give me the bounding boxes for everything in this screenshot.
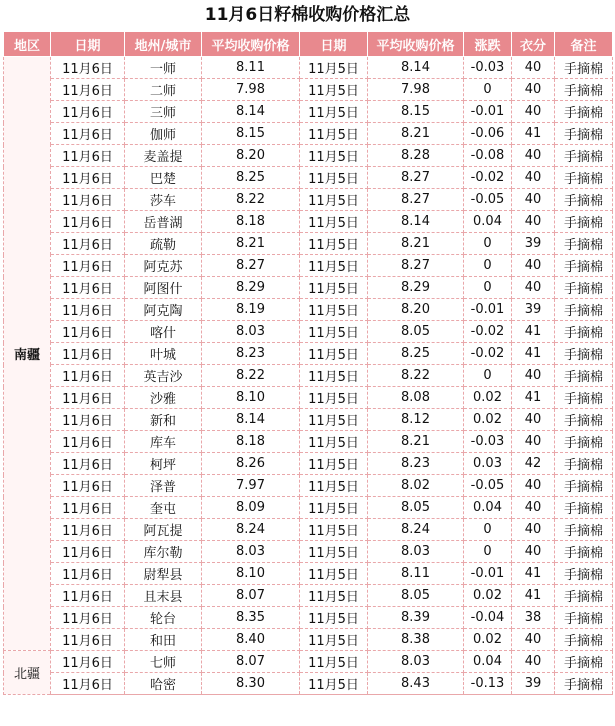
- avg-price-cell: 8.24: [202, 519, 300, 541]
- table-row: [4, 343, 613, 365]
- city-cell: 尉犁县: [125, 563, 202, 585]
- lint-percent-cell: 40: [512, 211, 555, 233]
- change-cell: -0.01: [464, 101, 512, 123]
- date-cell: 11月6日: [51, 585, 125, 607]
- city-cell: 阿克苏: [125, 255, 202, 277]
- table-row: [4, 101, 613, 123]
- lint-percent-cell: 38: [512, 607, 555, 629]
- remark-cell: 手摘棉: [555, 145, 613, 167]
- city-cell: 泽普: [125, 475, 202, 497]
- prev-date-cell: 11月5日: [300, 651, 368, 673]
- lint-percent-cell: 40: [512, 189, 555, 211]
- prev-date-cell: 11月5日: [300, 145, 368, 167]
- avg-price-cell: 8.15: [202, 123, 300, 145]
- date-cell: 11月6日: [51, 211, 125, 233]
- table-row: [4, 189, 613, 211]
- remark-cell: 手摘棉: [555, 607, 613, 629]
- change-cell: 0.02: [464, 409, 512, 431]
- table-row: [4, 585, 613, 607]
- change-cell: 0: [464, 255, 512, 277]
- lint-percent-cell: 40: [512, 79, 555, 101]
- prev-date-cell: 11月5日: [300, 519, 368, 541]
- date-cell: 11月6日: [51, 343, 125, 365]
- avg-price-cell: 8.10: [202, 387, 300, 409]
- change-cell: -0.06: [464, 123, 512, 145]
- lint-percent-cell: 41: [512, 321, 555, 343]
- change-cell: 0.03: [464, 453, 512, 475]
- prev-date-cell: 11月5日: [300, 255, 368, 277]
- lint-percent-cell: 40: [512, 365, 555, 387]
- prev-date-cell: 11月5日: [300, 365, 368, 387]
- prev-avg-price-cell: 8.05: [368, 497, 464, 519]
- header-change: 涨跌: [464, 32, 512, 57]
- city-cell: 阿克陶: [125, 299, 202, 321]
- date-cell: 11月6日: [51, 167, 125, 189]
- table-row: [4, 233, 613, 255]
- header-remark: 备注: [555, 32, 613, 57]
- city-cell: 且末县: [125, 585, 202, 607]
- prev-date-cell: 11月5日: [300, 233, 368, 255]
- table-row: [4, 453, 613, 475]
- table-row: [4, 277, 613, 299]
- date-cell: 11月6日: [51, 563, 125, 585]
- prev-date-cell: 11月5日: [300, 101, 368, 123]
- change-cell: -0.02: [464, 167, 512, 189]
- prev-avg-price-cell: 8.08: [368, 387, 464, 409]
- avg-price-cell: 8.25: [202, 167, 300, 189]
- date-cell: 11月6日: [51, 321, 125, 343]
- remark-cell: 手摘棉: [555, 365, 613, 387]
- lint-percent-cell: 40: [512, 629, 555, 651]
- prev-date-cell: 11月5日: [300, 453, 368, 475]
- change-cell: 0: [464, 365, 512, 387]
- remark-cell: 手摘棉: [555, 167, 613, 189]
- city-cell: 库车: [125, 431, 202, 453]
- date-cell: 11月6日: [51, 497, 125, 519]
- prev-date-cell: 11月5日: [300, 497, 368, 519]
- page-title: 11月6日籽棉收购价格汇总: [204, 5, 411, 25]
- avg-price-cell: 8.11: [202, 57, 300, 79]
- prev-avg-price-cell: 8.05: [368, 585, 464, 607]
- header-lint-percent: 衣分: [512, 32, 555, 57]
- prev-avg-price-cell: 8.14: [368, 57, 464, 79]
- date-cell: 11月6日: [51, 519, 125, 541]
- city-cell: 麦盖提: [125, 145, 202, 167]
- lint-percent-cell: 40: [512, 519, 555, 541]
- prev-date-cell: 11月5日: [300, 299, 368, 321]
- prev-avg-price-cell: 8.22: [368, 365, 464, 387]
- remark-cell: 手摘棉: [555, 453, 613, 475]
- city-cell: 和田: [125, 629, 202, 651]
- avg-price-cell: 8.03: [202, 321, 300, 343]
- date-cell: 11月6日: [51, 233, 125, 255]
- date-cell: 11月6日: [51, 365, 125, 387]
- lint-percent-cell: 41: [512, 343, 555, 365]
- prev-date-cell: 11月5日: [300, 123, 368, 145]
- prev-date-cell: 11月5日: [300, 629, 368, 651]
- table-row: [4, 409, 613, 431]
- city-cell: 奎屯: [125, 497, 202, 519]
- table-row: [4, 431, 613, 453]
- change-cell: 0.02: [464, 387, 512, 409]
- remark-cell: 手摘棉: [555, 233, 613, 255]
- remark-cell: 手摘棉: [555, 585, 613, 607]
- city-cell: 柯坪: [125, 453, 202, 475]
- lint-percent-cell: 41: [512, 123, 555, 145]
- table-row: [4, 255, 613, 277]
- table-row: [4, 299, 613, 321]
- avg-price-cell: 8.03: [202, 541, 300, 563]
- date-cell: 11月6日: [51, 387, 125, 409]
- date-cell: 11月6日: [51, 299, 125, 321]
- city-cell: 叶城: [125, 343, 202, 365]
- prev-avg-price-cell: 8.43: [368, 673, 464, 695]
- prev-avg-price-cell: 7.98: [368, 79, 464, 101]
- prev-avg-price-cell: 8.25: [368, 343, 464, 365]
- change-cell: -0.02: [464, 321, 512, 343]
- city-cell: 喀什: [125, 321, 202, 343]
- remark-cell: 手摘棉: [555, 629, 613, 651]
- city-cell: 一师: [125, 57, 202, 79]
- change-cell: 0.02: [464, 629, 512, 651]
- prev-avg-price-cell: 8.12: [368, 409, 464, 431]
- avg-price-cell: 8.14: [202, 101, 300, 123]
- prev-avg-price-cell: 8.28: [368, 145, 464, 167]
- prev-avg-price-cell: 8.03: [368, 541, 464, 563]
- prev-date-cell: 11月5日: [300, 189, 368, 211]
- date-cell: 11月6日: [51, 255, 125, 277]
- prev-date-cell: 11月5日: [300, 343, 368, 365]
- table-row: [4, 145, 613, 167]
- date-cell: 11月6日: [51, 189, 125, 211]
- remark-cell: 手摘棉: [555, 123, 613, 145]
- lint-percent-cell: 41: [512, 387, 555, 409]
- lint-percent-cell: 40: [512, 255, 555, 277]
- change-cell: -0.01: [464, 563, 512, 585]
- prev-avg-price-cell: 8.21: [368, 233, 464, 255]
- lint-percent-cell: 40: [512, 431, 555, 453]
- lint-percent-cell: 40: [512, 651, 555, 673]
- change-cell: 0: [464, 79, 512, 101]
- date-cell: 11月6日: [51, 475, 125, 497]
- table-row: [4, 607, 613, 629]
- city-cell: 疏勒: [125, 233, 202, 255]
- table-row: [4, 541, 613, 563]
- prev-avg-price-cell: 8.02: [368, 475, 464, 497]
- prev-date-cell: 11月5日: [300, 211, 368, 233]
- table-row: [4, 475, 613, 497]
- prev-avg-price-cell: 8.20: [368, 299, 464, 321]
- prev-date-cell: 11月5日: [300, 409, 368, 431]
- city-cell: 库尔勒: [125, 541, 202, 563]
- date-cell: 11月6日: [51, 673, 125, 695]
- change-cell: 0: [464, 277, 512, 299]
- lint-percent-cell: 40: [512, 497, 555, 519]
- remark-cell: 手摘棉: [555, 673, 613, 695]
- change-cell: -0.03: [464, 57, 512, 79]
- remark-cell: 手摘棉: [555, 189, 613, 211]
- remark-cell: 手摘棉: [555, 519, 613, 541]
- city-cell: 阿瓦提: [125, 519, 202, 541]
- table-row: [4, 57, 613, 79]
- avg-price-cell: 8.40: [202, 629, 300, 651]
- remark-cell: 手摘棉: [555, 299, 613, 321]
- avg-price-cell: 8.07: [202, 585, 300, 607]
- lint-percent-cell: 40: [512, 475, 555, 497]
- change-cell: 0.04: [464, 651, 512, 673]
- city-cell: 二师: [125, 79, 202, 101]
- avg-price-cell: 8.18: [202, 211, 300, 233]
- avg-price-cell: 8.27: [202, 255, 300, 277]
- prev-avg-price-cell: 8.23: [368, 453, 464, 475]
- avg-price-cell: 8.20: [202, 145, 300, 167]
- change-cell: -0.01: [464, 299, 512, 321]
- table-row: [4, 79, 613, 101]
- remark-cell: 手摘棉: [555, 277, 613, 299]
- table-row: [4, 651, 613, 673]
- prev-date-cell: 11月5日: [300, 79, 368, 101]
- remark-cell: 手摘棉: [555, 475, 613, 497]
- remark-cell: 手摘棉: [555, 541, 613, 563]
- table-row: [4, 519, 613, 541]
- date-cell: 11月6日: [51, 57, 125, 79]
- avg-price-cell: 8.10: [202, 563, 300, 585]
- prev-avg-price-cell: 8.15: [368, 101, 464, 123]
- change-cell: -0.05: [464, 189, 512, 211]
- avg-price-cell: 8.29: [202, 277, 300, 299]
- region-cell: 南疆: [4, 57, 51, 651]
- change-cell: 0: [464, 541, 512, 563]
- remark-cell: 手摘棉: [555, 321, 613, 343]
- header-region: 地区: [4, 32, 51, 57]
- table-row: [4, 321, 613, 343]
- lint-percent-cell: 40: [512, 277, 555, 299]
- avg-price-cell: 8.22: [202, 365, 300, 387]
- remark-cell: 手摘棉: [555, 651, 613, 673]
- prev-avg-price-cell: 8.27: [368, 167, 464, 189]
- date-cell: 11月6日: [51, 629, 125, 651]
- avg-price-cell: 8.22: [202, 189, 300, 211]
- city-cell: 轮台: [125, 607, 202, 629]
- change-cell: 0.04: [464, 497, 512, 519]
- avg-price-cell: 7.98: [202, 79, 300, 101]
- city-cell: 岳普湖: [125, 211, 202, 233]
- avg-price-cell: 8.14: [202, 409, 300, 431]
- lint-percent-cell: 41: [512, 563, 555, 585]
- lint-percent-cell: 39: [512, 299, 555, 321]
- lint-percent-cell: 39: [512, 233, 555, 255]
- lint-percent-cell: 40: [512, 57, 555, 79]
- avg-price-cell: 7.97: [202, 475, 300, 497]
- avg-price-cell: 8.30: [202, 673, 300, 695]
- prev-avg-price-cell: 8.03: [368, 651, 464, 673]
- remark-cell: 手摘棉: [555, 431, 613, 453]
- lint-percent-cell: 40: [512, 409, 555, 431]
- prev-date-cell: 11月5日: [300, 57, 368, 79]
- prev-avg-price-cell: 8.27: [368, 255, 464, 277]
- change-cell: 0: [464, 519, 512, 541]
- change-cell: -0.08: [464, 145, 512, 167]
- header-date: 日期: [51, 32, 125, 57]
- prev-date-cell: 11月5日: [300, 607, 368, 629]
- avg-price-cell: 8.09: [202, 497, 300, 519]
- price-table: [3, 31, 613, 695]
- prev-avg-price-cell: 8.21: [368, 123, 464, 145]
- remark-cell: 手摘棉: [555, 497, 613, 519]
- lint-percent-cell: 40: [512, 101, 555, 123]
- avg-price-cell: 8.18: [202, 431, 300, 453]
- header-row: [4, 32, 613, 57]
- city-cell: 三师: [125, 101, 202, 123]
- lint-percent-cell: 41: [512, 585, 555, 607]
- remark-cell: 手摘棉: [555, 255, 613, 277]
- table-row: [4, 387, 613, 409]
- header-avg-price: 平均收购价格: [202, 32, 300, 57]
- lint-percent-cell: 40: [512, 167, 555, 189]
- prev-avg-price-cell: 8.05: [368, 321, 464, 343]
- table-row: [4, 211, 613, 233]
- city-cell: 沙雅: [125, 387, 202, 409]
- remark-cell: 手摘棉: [555, 211, 613, 233]
- city-cell: 莎车: [125, 189, 202, 211]
- prev-date-cell: 11月5日: [300, 167, 368, 189]
- city-cell: 巴楚: [125, 167, 202, 189]
- lint-percent-cell: 39: [512, 673, 555, 695]
- table-row: [4, 497, 613, 519]
- city-cell: 哈密: [125, 673, 202, 695]
- prev-date-cell: 11月5日: [300, 475, 368, 497]
- date-cell: 11月6日: [51, 101, 125, 123]
- prev-avg-price-cell: 8.39: [368, 607, 464, 629]
- region-cell: 北疆: [4, 651, 51, 695]
- change-cell: 0: [464, 233, 512, 255]
- prev-avg-price-cell: 8.24: [368, 519, 464, 541]
- date-cell: 11月6日: [51, 145, 125, 167]
- prev-date-cell: 11月5日: [300, 321, 368, 343]
- table-row: [4, 123, 613, 145]
- avg-price-cell: 8.21: [202, 233, 300, 255]
- prev-avg-price-cell: 8.29: [368, 277, 464, 299]
- lint-percent-cell: 42: [512, 453, 555, 475]
- prev-date-cell: 11月5日: [300, 277, 368, 299]
- date-cell: 11月6日: [51, 277, 125, 299]
- date-cell: 11月6日: [51, 79, 125, 101]
- table-row: [4, 629, 613, 651]
- remark-cell: 手摘棉: [555, 343, 613, 365]
- table-row: [4, 365, 613, 387]
- date-cell: 11月6日: [51, 409, 125, 431]
- header-prev-avg-price: 平均收购价格: [368, 32, 464, 57]
- date-cell: 11月6日: [51, 651, 125, 673]
- city-cell: 英吉沙: [125, 365, 202, 387]
- city-cell: 伽师: [125, 123, 202, 145]
- remark-cell: 手摘棉: [555, 409, 613, 431]
- change-cell: -0.13: [464, 673, 512, 695]
- table-row: [4, 673, 613, 695]
- prev-date-cell: 11月5日: [300, 431, 368, 453]
- lint-percent-cell: 40: [512, 145, 555, 167]
- city-cell: 新和: [125, 409, 202, 431]
- date-cell: 11月6日: [51, 453, 125, 475]
- prev-date-cell: 11月5日: [300, 387, 368, 409]
- prev-avg-price-cell: 8.21: [368, 431, 464, 453]
- change-cell: -0.05: [464, 475, 512, 497]
- prev-date-cell: 11月5日: [300, 673, 368, 695]
- remark-cell: 手摘棉: [555, 57, 613, 79]
- prev-date-cell: 11月5日: [300, 585, 368, 607]
- avg-price-cell: 8.26: [202, 453, 300, 475]
- prev-avg-price-cell: 8.38: [368, 629, 464, 651]
- date-cell: 11月6日: [51, 123, 125, 145]
- prev-date-cell: 11月5日: [300, 563, 368, 585]
- date-cell: 11月6日: [51, 607, 125, 629]
- header-city: 地州/城市: [125, 32, 202, 57]
- remark-cell: 手摘棉: [555, 387, 613, 409]
- change-cell: -0.03: [464, 431, 512, 453]
- change-cell: 0.04: [464, 211, 512, 233]
- prev-avg-price-cell: 8.14: [368, 211, 464, 233]
- remark-cell: 手摘棉: [555, 563, 613, 585]
- avg-price-cell: 8.19: [202, 299, 300, 321]
- remark-cell: 手摘棉: [555, 79, 613, 101]
- change-cell: -0.02: [464, 343, 512, 365]
- avg-price-cell: 8.07: [202, 651, 300, 673]
- change-cell: -0.04: [464, 607, 512, 629]
- city-cell: 七师: [125, 651, 202, 673]
- prev-date-cell: 11月5日: [300, 541, 368, 563]
- prev-avg-price-cell: 8.27: [368, 189, 464, 211]
- date-cell: 11月6日: [51, 541, 125, 563]
- table-row: [4, 167, 613, 189]
- avg-price-cell: 8.23: [202, 343, 300, 365]
- remark-cell: 手摘棉: [555, 101, 613, 123]
- header-prev-date: 日期: [300, 32, 368, 57]
- avg-price-cell: 8.35: [202, 607, 300, 629]
- prev-avg-price-cell: 8.11: [368, 563, 464, 585]
- date-cell: 11月6日: [51, 431, 125, 453]
- city-cell: 阿图什: [125, 277, 202, 299]
- change-cell: 0.02: [464, 585, 512, 607]
- table-row: [4, 563, 613, 585]
- lint-percent-cell: 40: [512, 541, 555, 563]
